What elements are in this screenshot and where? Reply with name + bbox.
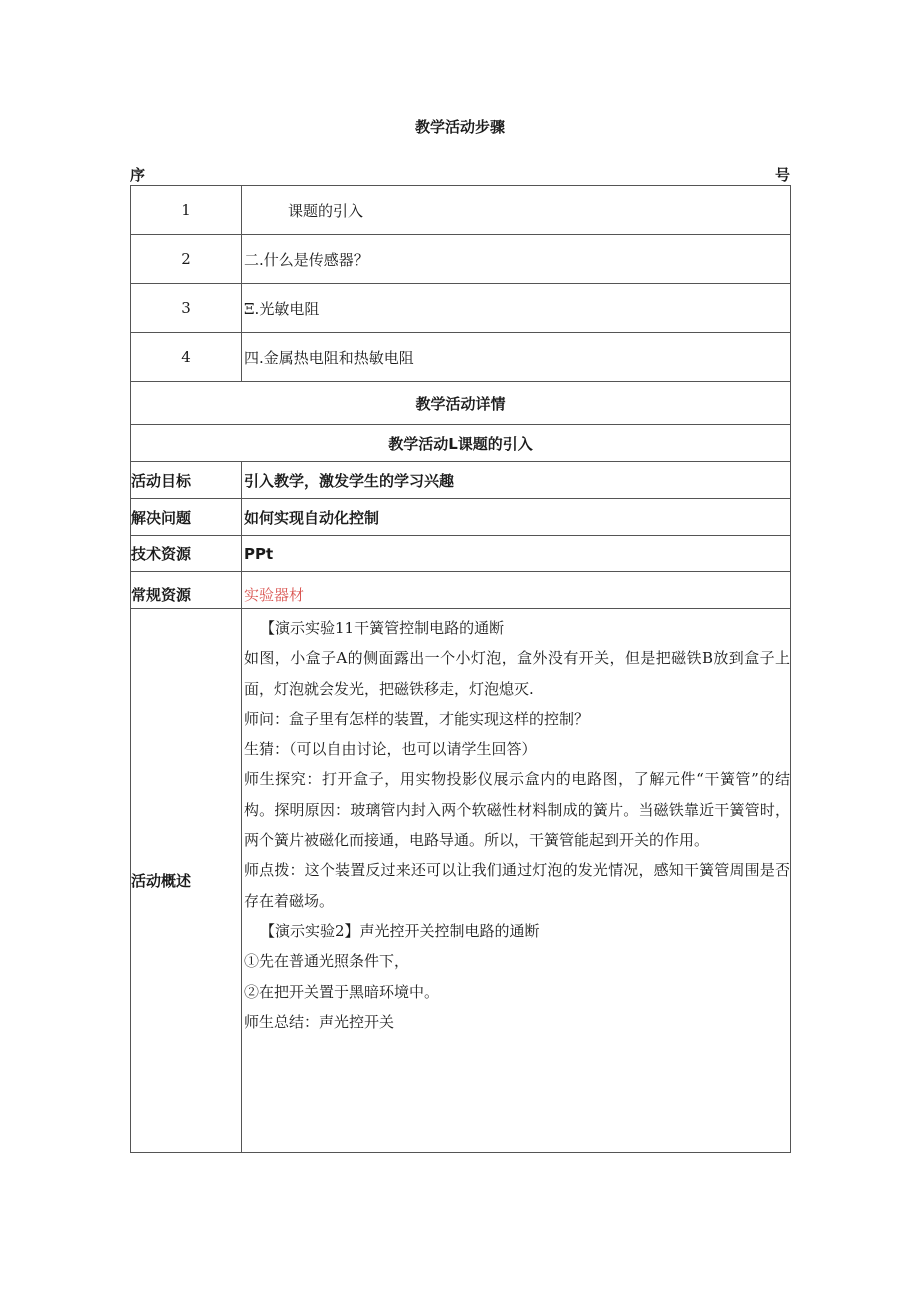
tech-row xyxy=(131,536,791,572)
step-number: 4 xyxy=(131,333,242,382)
step-label: Ξ.光敏电阻 xyxy=(242,284,791,333)
goal-value: 引入教学，激发学生的学习兴趣 xyxy=(242,462,791,499)
seq-label-left: 序 xyxy=(130,166,146,184)
step-row xyxy=(131,284,791,333)
overview-paragraph: 师生总结：声光控开关 xyxy=(244,1012,395,1031)
details-heading-row xyxy=(131,382,791,425)
goal-label: 活动目标 xyxy=(131,462,242,499)
step-number: 2 xyxy=(131,235,242,284)
step-label: 二.什么是传感器？ xyxy=(242,235,791,284)
overview-row xyxy=(131,609,791,1153)
problem-row xyxy=(131,499,791,536)
seq-label-right: 号 xyxy=(774,166,790,184)
overview-paragraph: ②在把开关置于黑暗环境中。 xyxy=(244,982,440,1001)
step-number: 3 xyxy=(131,284,242,333)
overview-paragraph: 师点拨：这个装置反过来还可以让我们通过灯泡的发光情况，感知干簧管周围是否存在着磁场。 xyxy=(244,861,790,910)
overview-paragraph: 【演示实验11干簧管控制电路的通断 xyxy=(260,619,505,637)
overview-paragraph: 师生探究：打开盒子，用实物投影仪展示盒内的电路图，了解元件“干簧管”的结构。探明原因：玻璃管内封入两个软磁性材料制成的簧片。当磁铁靠近干簧管时，两个簧片被磁化而接通，电路导通。所以，干簧管能起到开关的作用。 xyxy=(244,770,790,850)
problem-value: 如何实现自动化控制 xyxy=(242,499,791,536)
overview-label: 活动概述 xyxy=(131,609,242,1153)
step-label: 四.金属热电阻和热敏电阻 xyxy=(242,333,791,382)
overview-paragraph: ①先在普通光照条件下， xyxy=(244,952,410,971)
step-label: 课题的引入 xyxy=(242,186,791,235)
step-row xyxy=(131,235,791,284)
overview-paragraph: 【演示实验2】声光控开关控制电路的通断 xyxy=(260,921,540,940)
step-row xyxy=(131,333,791,382)
activity-heading-row xyxy=(131,425,791,462)
tech-label: 技术资源 xyxy=(131,536,242,572)
overview-cell xyxy=(242,609,791,1153)
details-heading: 教学活动详情 xyxy=(131,382,791,425)
overview-paragraph: 生猜：（可以自由讨论，也可以请学生回答） xyxy=(244,740,537,759)
step-row xyxy=(131,186,791,235)
activity-table xyxy=(130,185,791,1153)
overview-paragraph: 师问：盒子里有怎样的装置，才能实现这样的控制？ xyxy=(244,709,590,728)
regular-value: 实验器材 xyxy=(242,572,791,609)
sequence-header xyxy=(130,164,790,184)
overview-paragraph: 如图，小盒子A的侧面露出一个小灯泡，盒外没有开关，但是把磁铁B放到盒子上面，灯泡就会发光，把磁铁移走，灯泡熄灭. xyxy=(244,649,790,698)
tech-value: PPt xyxy=(242,536,791,572)
regular-row xyxy=(131,572,791,609)
regular-label: 常规资源 xyxy=(131,572,242,609)
page-title: 教学活动步骤 xyxy=(414,118,505,136)
step-number: 1 xyxy=(131,186,242,235)
activity-heading: 教学活动L课题的引入 xyxy=(131,425,791,462)
goal-row xyxy=(131,462,791,499)
problem-label: 解决问题 xyxy=(131,499,242,536)
